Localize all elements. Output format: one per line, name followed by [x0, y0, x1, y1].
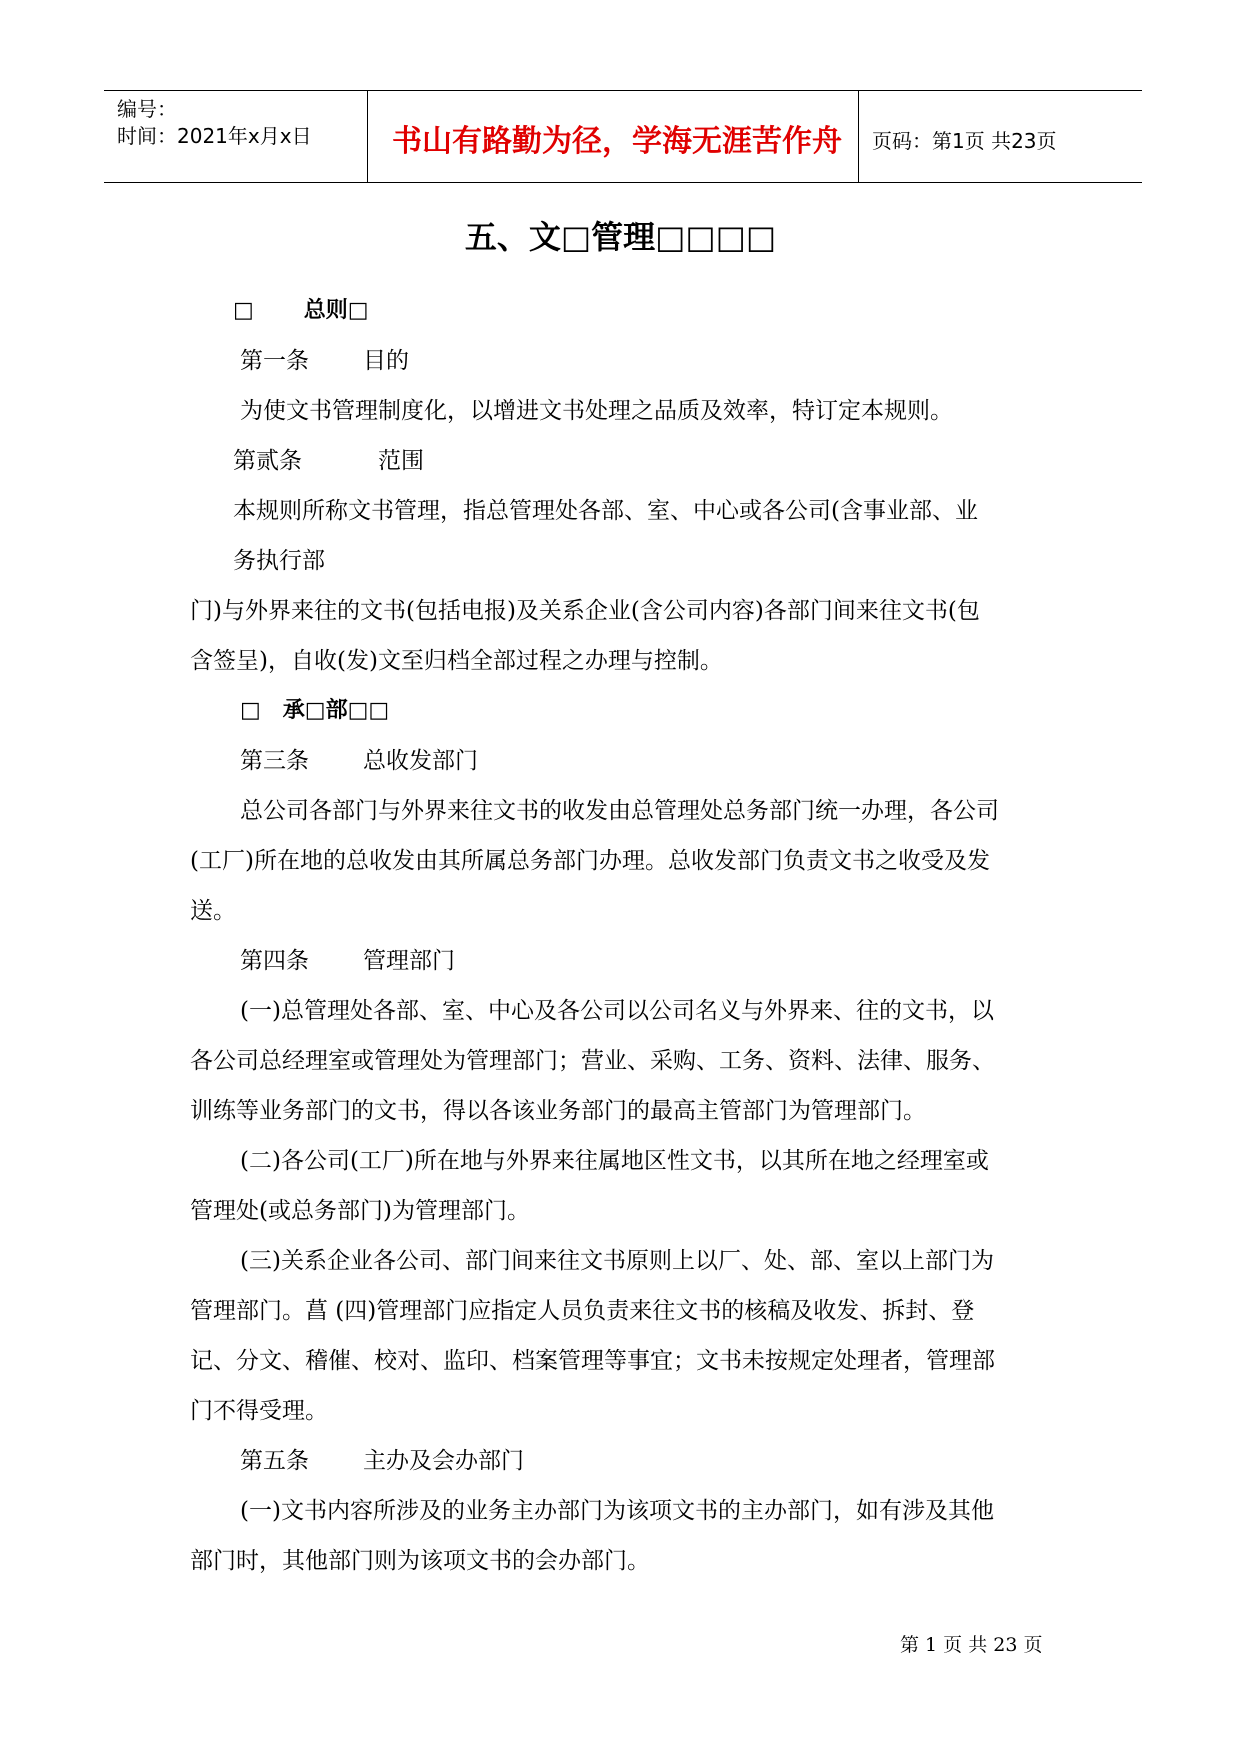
header-bottom-border: [104, 182, 1142, 183]
paragraph-line: (一)总管理处各部、室、中心及各公司以公司名义与外界来、往的文书，以: [240, 998, 994, 1024]
paragraph-line: 部门时，其他部门则为该项文书的会办部门。: [190, 1548, 650, 1574]
section-box: □: [240, 698, 261, 723]
paragraph-line: 训练等业务部门的文书，得以各该业务部门的最高主管部门为管理部门。: [190, 1098, 926, 1124]
article-heading: [240, 346, 409, 376]
header-divider-right: [858, 90, 859, 182]
paragraph-line: 各公司总经理室或管理处为管理部门；营业、采购、工务、资料、法律、服务、: [190, 1048, 995, 1074]
paragraph-line: 本规则所称文书管理，指总管理处各部、室、中心或各公司(含事业部、业: [233, 498, 978, 524]
article-heading: [233, 446, 424, 476]
article-title: 主办及会办部门: [363, 1448, 524, 1474]
header-number-label: 编号：: [117, 97, 177, 121]
paragraph-line: 为使文书管理制度化，以增进文书处理之品质及效率，特订定本规则。: [240, 398, 953, 424]
section-box: □: [233, 298, 254, 323]
paragraph-line: 记、分文、稽催、校对、监印、档案管理等事宜；文书未按规定处理者，管理部: [190, 1348, 995, 1374]
paragraph-line: (一)文书内容所涉及的业务主办部门为该项文书的主办部门，如有涉及其他: [240, 1498, 994, 1524]
paragraph-line: 总公司各部门与外界来往文书的收发由总管理处总务部门统一办理，各公司: [240, 798, 999, 824]
paragraph-line: 门)与外界来往的文书(包括电报)及关系企业(含公司内容)各部门间来往文书(包: [190, 598, 980, 624]
paragraph-line: (三)关系企业各公司、部门间来往文书原则上以厂、处、部、室以上部门为: [240, 1248, 994, 1274]
section-label: 承□部□□: [282, 698, 390, 723]
paragraph-line: (工厂)所在地的总收发由其所属总务部门办理。总收发部门负责文书之收受及发: [190, 848, 990, 874]
article-title: 目的: [363, 348, 409, 374]
section-heading-departments: [240, 696, 389, 726]
paragraph-line: 门不得受理。: [190, 1398, 328, 1424]
article-number: 第三条: [240, 748, 309, 774]
header-time-label: 时间：2021年x月x日: [117, 124, 312, 148]
article-number: 第贰条: [233, 448, 302, 474]
section-label: 总则□: [303, 298, 369, 323]
article-heading: [240, 1446, 524, 1476]
article-number: 第一条: [240, 348, 309, 374]
article-title: 总收发部门: [363, 748, 478, 774]
page-footer: 第 1 页 共 23 页: [900, 1634, 1043, 1656]
header-divider-left: [367, 90, 368, 182]
section-heading-general: [233, 296, 369, 326]
article-number: 第四条: [240, 948, 309, 974]
article-number: 第五条: [240, 1448, 309, 1474]
paragraph-line: 管理处(或总务部门)为管理部门。: [190, 1198, 530, 1224]
article-title: 管理部门: [363, 948, 455, 974]
paragraph-line: 务执行部: [233, 548, 325, 574]
header-motto: 书山有路勤为径，学海无涯苦作舟: [392, 124, 842, 159]
article-heading: [240, 746, 478, 776]
paragraph-line: 管理部门。菖 (四)管理部门应指定人员负责来往文书的核稿及收发、拆封、登: [190, 1298, 975, 1324]
paragraph-line: (二)各公司(工厂)所在地与外界来往属地区性文书，以其所在地之经理室或: [240, 1148, 989, 1174]
document-title: 五、文□管理□□□□: [464, 218, 777, 256]
header-top-border: [104, 90, 1142, 91]
article-heading: [240, 946, 455, 976]
article-title: 范围: [378, 448, 424, 474]
paragraph-line: 含签呈)，自收(发)文至归档全部过程之办理与控制。: [190, 648, 723, 674]
paragraph-line: 送。: [190, 898, 236, 924]
header-page-label: 页码：第1页 共23页: [872, 129, 1057, 153]
